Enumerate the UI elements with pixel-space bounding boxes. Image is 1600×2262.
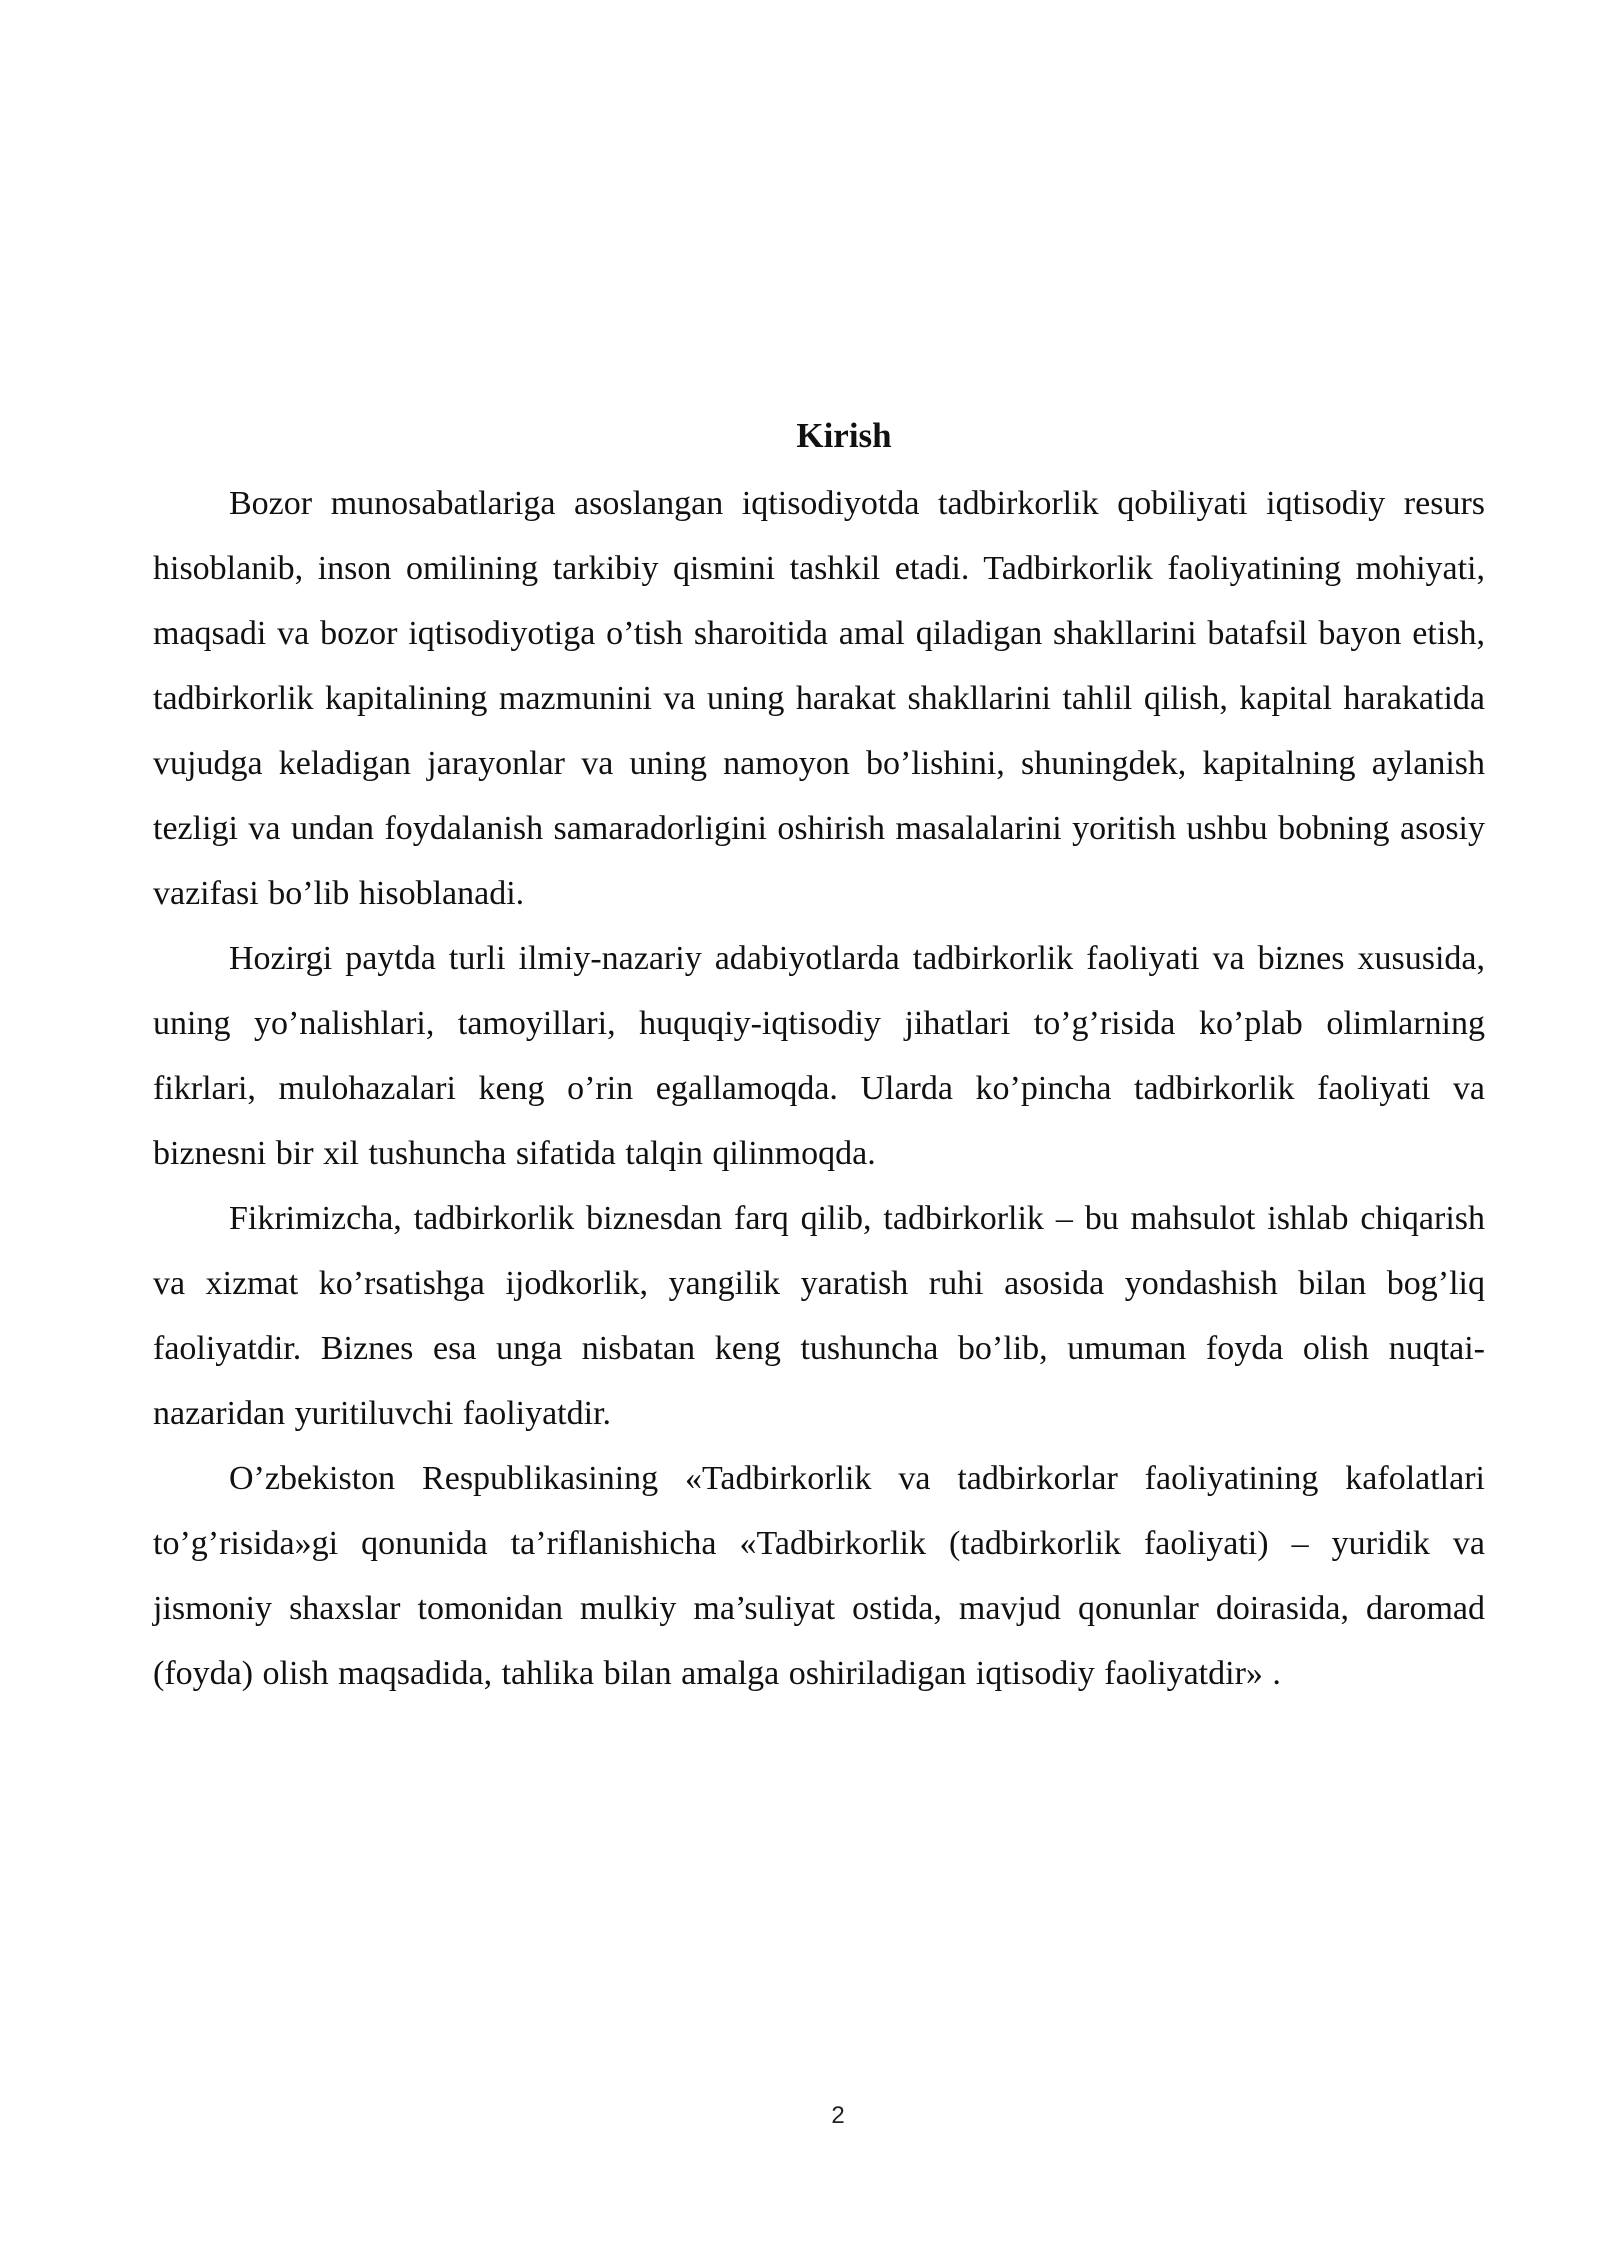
section-heading: Kirish xyxy=(796,416,892,455)
paragraph-3: Fikrimizcha, tadbirkorlik biznesdan farq qilib, tadbirkorlik – bu mahsulot ishlab chiqarish va xizmat ko’rsatishga ijodkorlik, yangilik yaratish ruhi asosida yondashish bilan bog’liq faoliyatdir. Biznes esa unga nisbatan keng tushuncha bo’lib, umuman foyda olish nuqtai-nazaridan yuritiluvchi faoliyatdir. xyxy=(153,1200,1485,1432)
paragraph-2: Hozirgi paytda turli ilmiy-nazariy adabiyotlarda tadbirkorlik faoliyati va biznes xususida, uning yo’nalishlari, tamoyillari, huquqiy-iqtisodiy jihatlari to’g’risida ko’plab olimlarning fikrlari, mulohazalari keng o’rin egallamoqda. Ularda ko’pincha tadbirkorlik faoliyati va biznesni bir xil tushuncha sifatida talqin qilinmoqda. xyxy=(153,940,1485,1172)
page-content xyxy=(153,407,1485,1706)
page-number: 2 xyxy=(831,2102,845,2129)
paragraph-1: Bozor munosabatlariga asoslangan iqtisodiyotda tadbirkorlik qobiliyati iqtisodiy resurs hisoblanib, inson omilining tarkibiy qismini tashkil etadi. Tadbirkorlik faoliyatining mohiyati, maqsadi va bozor iqtisodiyotiga o’tish sharoitida amal qiladigan shakllarini batafsil bayon etish, tadbirkorlik kapitalining mazmunini va uning harakat shakllarini tahlil qilish, kapital harakatida vujudga keladigan jarayonlar va uning namoyon bo’lishini, shuningdek, kapitalning aylanish tezligi va undan foydalanish samaradorligini oshirish masalalarini yoritish ushbu bobning asosiy vazifasi bo’lib hisoblanadi. xyxy=(153,485,1485,912)
paragraph-4: O’zbekiston Respublikasining «Tadbirkorlik va tadbirkorlar faoliyatining kafolatlari to’g’risida»gi qonunida ta’riflanishicha «Tadbirkorlik (tadbirkorlik faoliyati) – yuridik va jismoniy shaxslar tomonidan mulkiy ma’suliyat ostida, mavjud qonunlar doirasida, daromad (foyda) olish maqsadida, tahlika bilan amalga oshiriladigan iqtisodiy faoliyatdir» . xyxy=(153,1460,1485,1692)
